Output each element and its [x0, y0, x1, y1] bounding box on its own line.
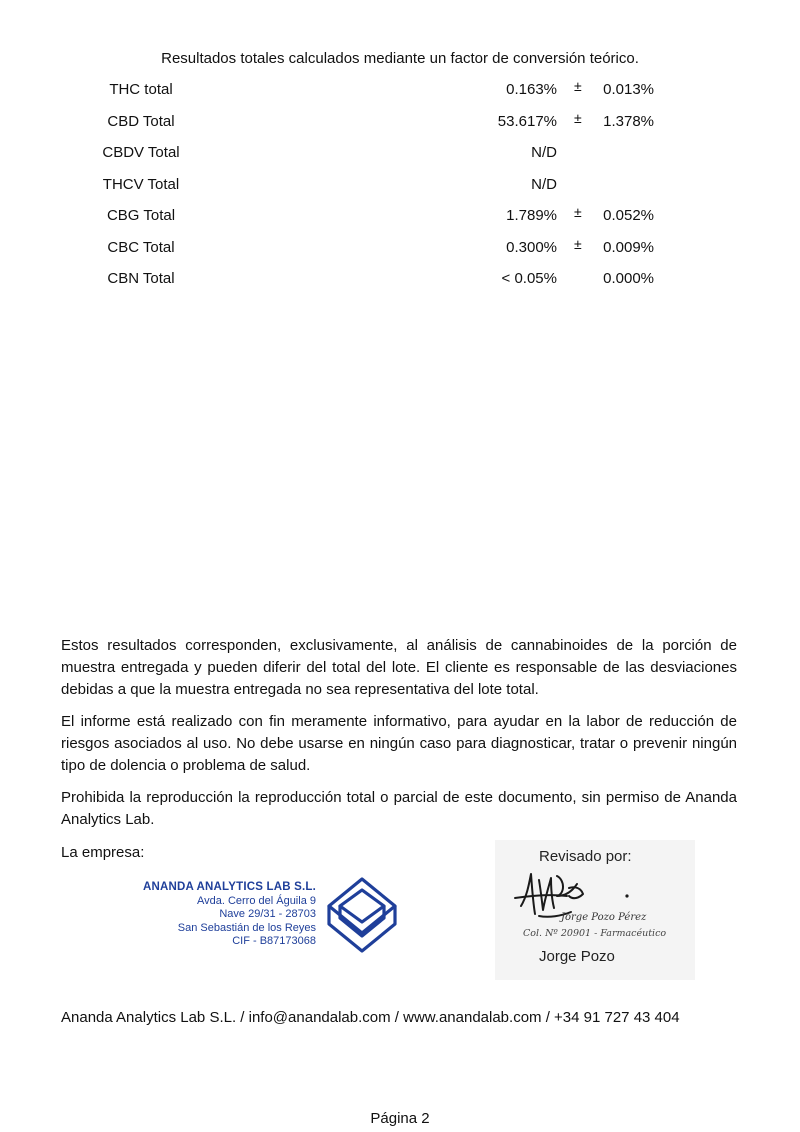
footer-contact: Ananda Analytics Lab S.L. / info@anandalab.com / www.anandalab.com / +34 91 727 43 404	[61, 1009, 680, 1026]
disclaimer-representativeness: Estos resultados corresponden, exclusivamente, al análisis de cannabinoides de la porción de muestra entregada y pueden diferir del total del lote. El cliente es responsable de las desviaciones debidas a que la muestra entregada no sea representativa del lote total.	[61, 637, 737, 698]
results-title: Resultados totales calculados mediante un factor de conversión teórico.	[161, 50, 639, 67]
signature-handwritten-name: Jorge Pozo Pérez	[561, 912, 647, 923]
cannabinoid-uncertainty: 0.052%	[603, 207, 654, 224]
cannabinoid-name: THCV Total	[102, 175, 180, 193]
result-row-thc	[0, 78, 800, 110]
cannabinoid-value: 53.617%	[497, 112, 557, 130]
result-row-cbdv	[0, 141, 800, 173]
reviewed-by-label: Revisado por:	[539, 848, 632, 865]
page-number: Página 2	[370, 1110, 430, 1127]
company-logo-icon	[326, 876, 398, 958]
cannabinoid-name: CBC Total	[107, 238, 175, 256]
disclaimer-informative-use: El informe está realizado con fin meramente informativo, para ayudar en la labor de reducción de riesgos asociados al uso. No debe usarse en ningún caso para diagnosticar, tratar o prevenir ningún tipo de dolencia o problema de salud.	[61, 713, 737, 774]
cannabinoid-uncertainty: 1.378%	[603, 112, 654, 130]
disclaimer-reproduction: Prohibida la reproducción la reproducción total o parcial de este documento, sin permiso de Ananda Analytics Lab.	[61, 789, 737, 828]
result-row-thcv	[0, 173, 800, 205]
stamp-company-name: ANANDA ANALYTICS LAB S.L.	[142, 881, 316, 893]
cannabinoid-name: CBN Total	[107, 270, 175, 287]
cannabinoid-name: THC total	[109, 81, 173, 98]
company-label: La empresa:	[61, 844, 145, 861]
plus-minus-sign: ±	[574, 78, 582, 94]
review-signature-block	[495, 840, 695, 980]
cannabinoid-value: N/D	[531, 144, 557, 161]
stamp-address	[140, 881, 316, 949]
signature-license: Col. Nº 20901 - Farmacéutico	[523, 928, 667, 939]
cannabinoid-value: 0.163%	[506, 81, 557, 98]
plus-minus-sign: ±	[574, 204, 582, 220]
cannabinoid-uncertainty: 0.000%	[603, 270, 654, 287]
result-row-cbn	[0, 267, 800, 299]
plus-minus-sign: ±	[574, 235, 582, 252]
cannabinoid-uncertainty: 0.013%	[603, 81, 654, 98]
cannabinoid-value: N/D	[531, 175, 557, 193]
cannabinoid-value: < 0.05%	[501, 270, 557, 287]
plus-minus-sign: ±	[574, 109, 582, 126]
company-stamp	[140, 876, 410, 966]
stamp-line: Avda. Cerro del Águila 9	[196, 894, 316, 907]
results-table	[0, 78, 800, 299]
cannabinoid-value: 1.789%	[506, 207, 557, 224]
result-row-cbd	[0, 110, 800, 142]
stamp-line: Nave 29/31 - 28703	[219, 908, 316, 920]
cannabinoid-name: CBD Total	[107, 112, 175, 130]
cannabinoid-value: 0.300%	[506, 238, 557, 256]
stamp-line: San Sebastián de los Reyes	[177, 921, 316, 934]
stamp-line: CIF - B87173068	[232, 935, 316, 947]
reviewer-name: Jorge Pozo	[539, 948, 615, 965]
result-row-cbg	[0, 204, 800, 236]
cannabinoid-name: CBG Total	[106, 207, 176, 224]
cannabinoid-uncertainty: 0.009%	[603, 238, 654, 256]
cannabinoid-name: CBDV Total	[102, 144, 180, 161]
result-row-cbc	[0, 236, 800, 268]
